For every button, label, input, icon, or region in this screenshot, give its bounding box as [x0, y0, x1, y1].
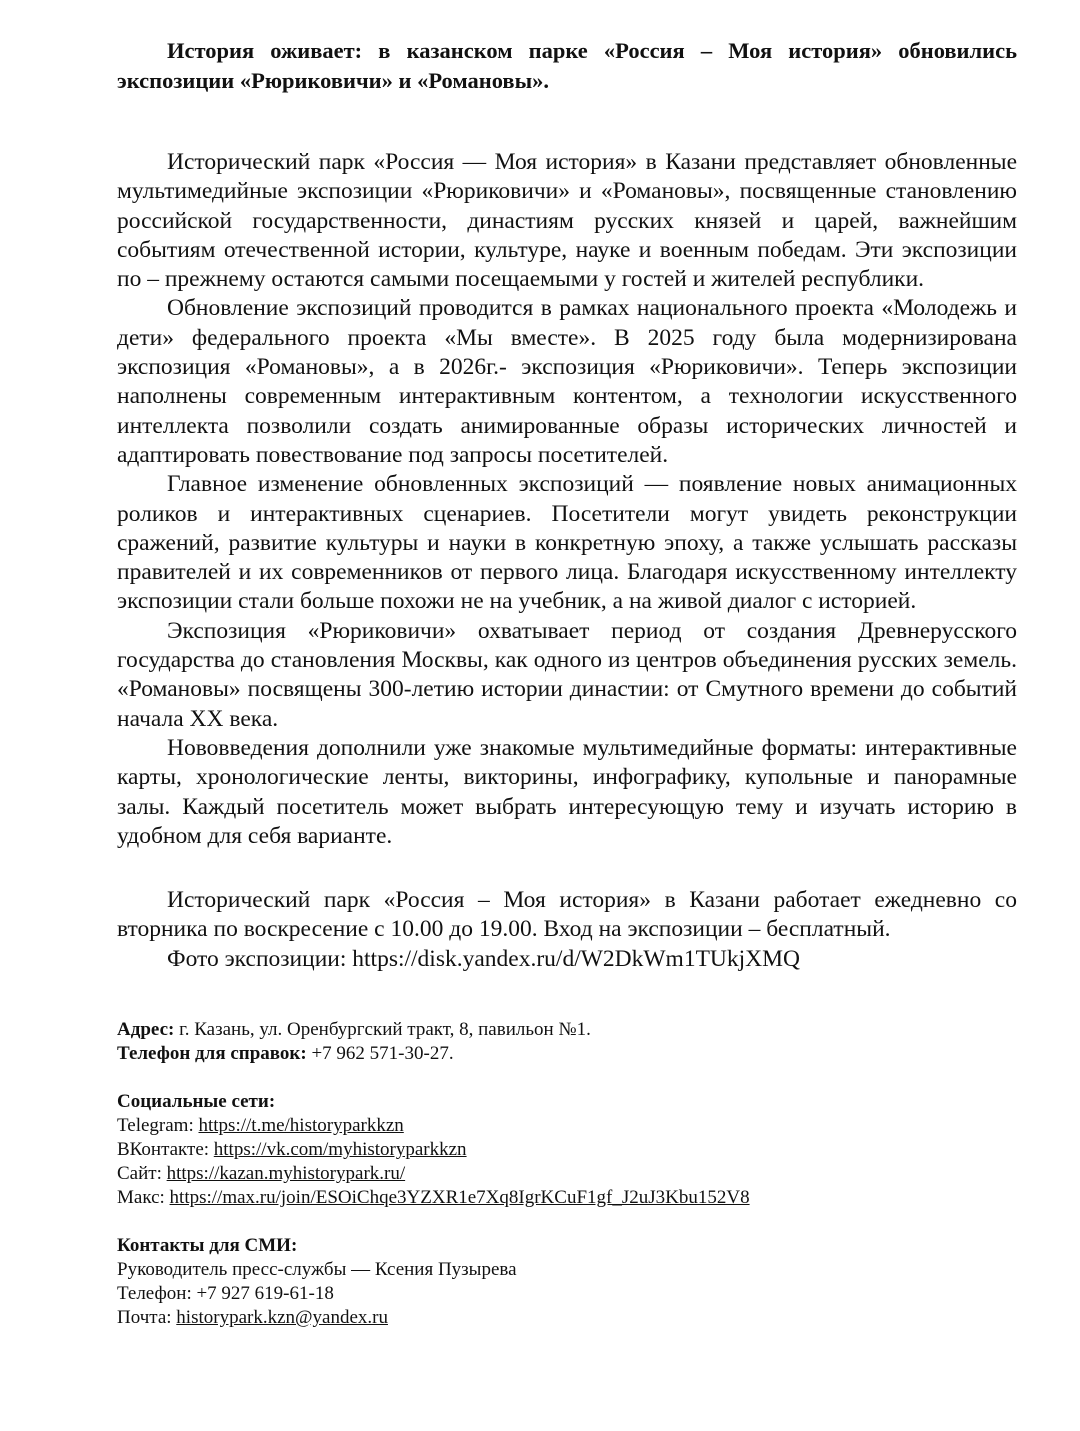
paragraph-update: Обновление экспозиций проводится в рамках национального проекта «Молодежь и дети» федерального проекта «Мы вместе». В 2025 году была модернизирована экспозиция «Романовы», а в 2026г.- экспозиция «Рюриковичи». Теперь экспозиции наполнены современным интерактивным контентом, а технологии искусственного интеллекта позволили создать анимированные образы исторических личностей и адаптировать повествование под запросы посетителей.	[117, 295, 1017, 468]
address-value: г. Казань, ул. Оренбургский тракт, 8, павильон №1.	[174, 1019, 591, 1041]
press-email-line: Почта: historypark.kzn@yandex.ru	[117, 1307, 388, 1329]
social-site: Сайт: https://kazan.myhistorypark.ru/	[117, 1163, 406, 1185]
social-telegram: Telegram: https://t.me/historyparkkzn	[117, 1115, 404, 1137]
phone-label: Телефон для справок:	[117, 1043, 307, 1065]
vk-link[interactable]: https://vk.com/myhistoryparkkzn	[213, 1139, 467, 1161]
social-max: Макс: https://max.ru/join/ESOiChqe3YZXR1e7Xq8IgrKCuF1gf_J2uJ3Kbu152V8	[117, 1187, 750, 1209]
contacts-section	[117, 1018, 1017, 1330]
social-heading: Социальные сети:	[117, 1091, 276, 1113]
paragraph-intro: Исторический парк «Россия — Моя история» в Казани представляет обновленные мультимедийные экспозиции «Рюриковичи» и «Романовы», посвященные становлению российской государственности, династиям русских князей и царей, важнейшим событиям отечественной истории, культуре, науке и военным победам. Эти экспозиции по – прежнему остаются самыми посещаемыми у гостей и жителей республики.	[117, 149, 1017, 293]
max-link[interactable]: https://max.ru/join/ESOiChqe3YZXR1e7Xq8IgrKCuF1gf_J2uJ3Kbu152V8	[169, 1187, 750, 1209]
paragraph-formats: Нововведения дополнили уже знакомые мультимедийные форматы: интерактивные карты, хронологические ленты, викторины, инфографику, купольные и панорамные залы. Каждый посетитель может выбрать интересующую тему и изучать историю в удобном для себя варианте.	[117, 734, 1017, 849]
press-head: Руководитель пресс-службы — Ксения Пузырева	[117, 1259, 517, 1281]
press-release	[117, 36, 1017, 1330]
site-link[interactable]: https://kazan.myhistorypark.ru/	[166, 1163, 406, 1185]
address-label: Адрес:	[117, 1019, 175, 1041]
telegram-link[interactable]: https://t.me/historyparkkzn	[198, 1115, 404, 1137]
opening-hours: Исторический парк «Россия – Моя история» в Казани работает ежедневно со вторника по воскресение с 10.00 до 19.00. Вход на экспозиции – бесплатный.	[117, 887, 1017, 943]
body-section	[117, 148, 1017, 851]
phone-value: +7 962 571-30-27.	[306, 1043, 454, 1065]
social-vk: ВКонтакте: https://vk.com/myhistoryparkkzn	[117, 1139, 467, 1161]
paragraph-changes: Главное изменение обновленных экспозиций — появление новых анимационных роликов и интерактивных сценариев. Посетители могут увидеть реконструкции сражений, развитие культуры и науки в конкретную эпоху, а также услышать рассказы правителей и их современников от первого лица. Благодаря искусственному интеллекту экспозиции стали больше похожи не на учебник, а на живой диалог с историей.	[117, 471, 1017, 615]
press-release-title: История оживает: в казанском парке «Россия – Моя история» обновились экспозиции «Рюриковичи» и «Романовы».	[117, 38, 1017, 93]
paragraph-expositions: Экспозиция «Рюриковичи» охватывает период от создания Древнерусского государства до становления Москвы, как одного из центров объединения русских земель. «Романовы» посвящены 300-летию истории династии: от Смутного времени до событий начала XX века.	[117, 617, 1017, 732]
address-line	[117, 1018, 1017, 1042]
phone-line	[117, 1042, 1017, 1066]
photo-link-line: Фото экспозиции: https://disk.yandex.ru/d/W2DkWm1TUkjXMQ	[167, 945, 801, 972]
press-email-link[interactable]: historypark.kzn@yandex.ru	[176, 1307, 388, 1329]
press-phone: Телефон: +7 927 619-61-18	[117, 1283, 334, 1305]
hours-section	[117, 886, 1017, 974]
media-heading: Контакты для СМИ:	[117, 1235, 298, 1257]
